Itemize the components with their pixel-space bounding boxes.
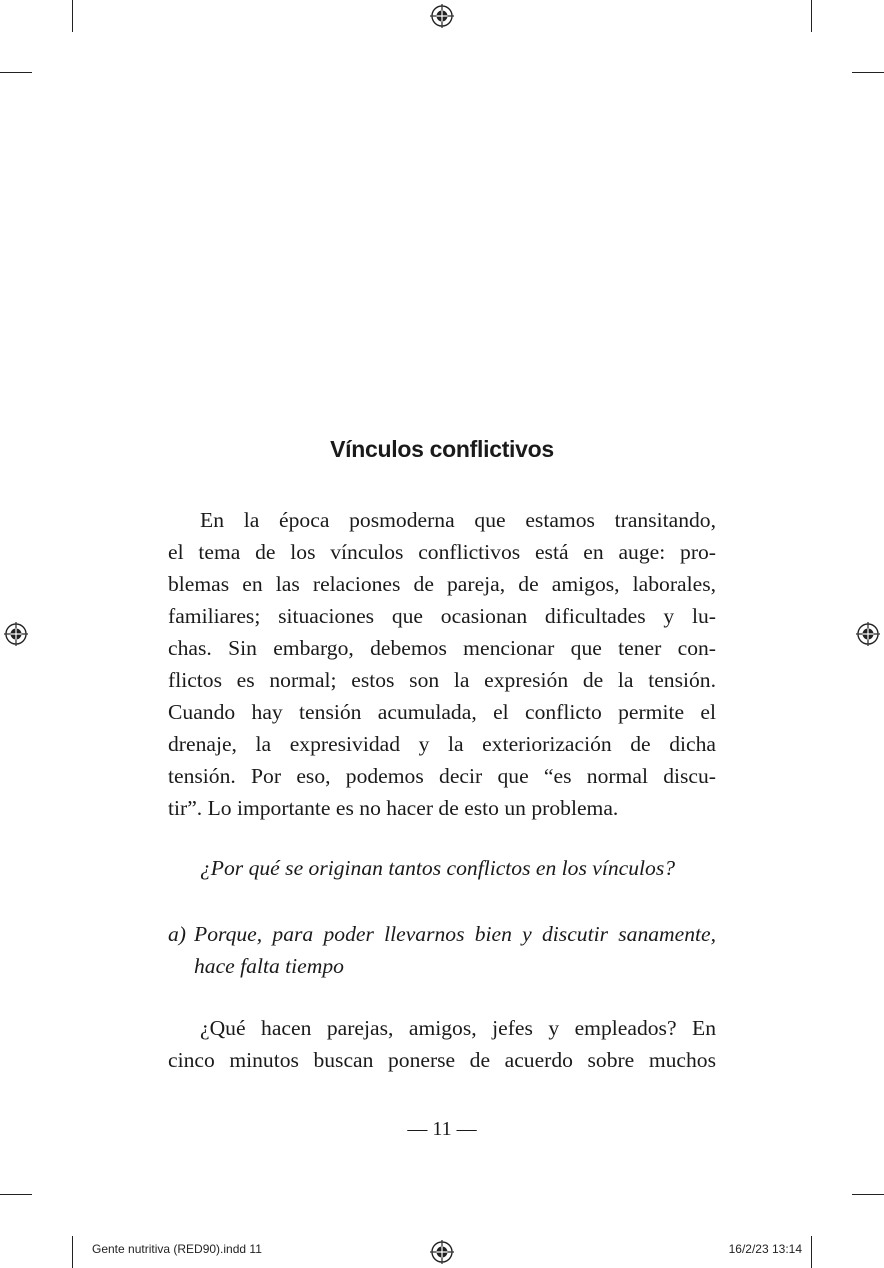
body-paragraph-2 bbox=[168, 1012, 716, 1076]
page-number: — 11 — bbox=[407, 1118, 477, 1140]
answer-label: a) bbox=[168, 922, 186, 946]
paragraph-line: Cuando hay tensión acumulada, el conflicto permite el bbox=[168, 700, 716, 724]
registration-mark-left-icon bbox=[4, 622, 28, 646]
crop-mark-top-left-horizontal bbox=[0, 72, 32, 73]
paragraph-line: chas. Sin embargo, debemos mencionar que tener con- bbox=[168, 636, 716, 660]
section-heading: Vínculos conflictivos bbox=[330, 436, 554, 462]
answer-line: Porque, para poder llevarnos bien y discutir sanamente, bbox=[194, 922, 716, 946]
crop-mark-bottom-left-horizontal bbox=[0, 1194, 32, 1195]
registration-mark-top-icon bbox=[430, 4, 454, 28]
paragraph-line: flictos es normal; estos son la expresión de la tensión. bbox=[168, 668, 716, 692]
paragraph-line: drenaje, la expresividad y la exteriorización de dicha bbox=[168, 732, 716, 756]
slug-date: 16/2/23 13:14 bbox=[728, 1242, 802, 1256]
paragraph-line: el tema de los vínculos conflictivos está en auge: pro- bbox=[168, 540, 716, 564]
answer-item bbox=[168, 918, 716, 982]
paragraph-line: familiares; situaciones que ocasionan dificultades y lu- bbox=[168, 604, 716, 628]
answer-line: hace falta tiempo bbox=[194, 954, 344, 978]
crop-mark-top-left-vertical bbox=[72, 0, 73, 32]
registration-mark-right-icon bbox=[856, 622, 880, 646]
paragraph-line: blemas en las relaciones de pareja, de amigos, laborales, bbox=[168, 572, 716, 596]
paragraph-line: En la época posmoderna que estamos transitando, bbox=[200, 508, 716, 532]
crop-mark-top-right-vertical bbox=[811, 0, 812, 32]
question-text: ¿Por qué se originan tantos conflictos en los vínculos? bbox=[200, 856, 676, 880]
paragraph-line: ¿Qué hacen parejas, amigos, jefes y empleados? En bbox=[200, 1016, 716, 1040]
crop-mark-bottom-right-vertical bbox=[811, 1236, 812, 1268]
crop-mark-top-right-horizontal bbox=[852, 72, 884, 73]
crop-mark-bottom-left-vertical bbox=[72, 1236, 73, 1268]
paragraph-line: tir”. Lo importante es no hacer de esto un problema. bbox=[168, 796, 619, 820]
paragraph-line: tensión. Por eso, podemos decir que “es normal discu- bbox=[168, 764, 716, 788]
slug-filename: Gente nutritiva (RED90).indd 11 bbox=[92, 1242, 262, 1256]
paragraph-line: cinco minutos buscan ponerse de acuerdo sobre muchos bbox=[168, 1048, 716, 1072]
crop-mark-bottom-right-horizontal bbox=[852, 1194, 884, 1195]
registration-mark-bottom-icon bbox=[430, 1240, 454, 1264]
body-paragraph-1 bbox=[168, 504, 716, 824]
